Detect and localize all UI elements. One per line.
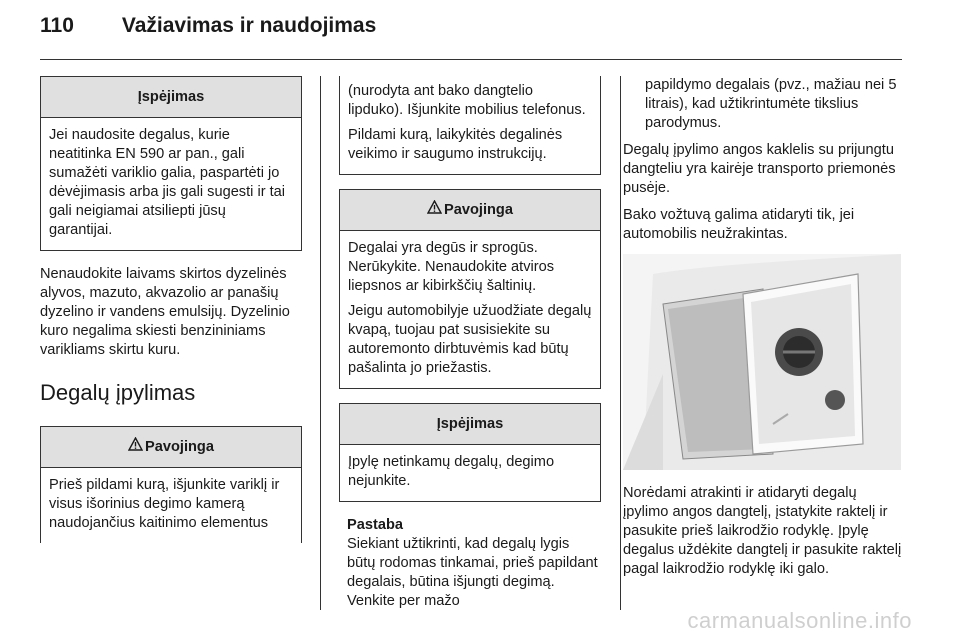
caution-box [40,76,302,251]
paragraph: Norėdami atrakinti ir atidaryti degalų įpylimo angos dangtelį, įstatykite raktelį ir pasukite prieš laikrodžio rodyklę. Įpylę degalus uždėkite dangtelį ir pasukite raktelį pagal laikrodžio rodyklę iki galo. [623,485,902,577]
danger-box-text: Jeigu automobilyje užuodžiate degalų kvapą, tuojau pat susisiekite su autoremonto dirbtuvėmis kad būtų pašalinta jo priežastis. [348,303,592,376]
caution-box-text: Įpylę netinkamų degalų, degimo nejunkite. [348,454,555,489]
danger-label: Pavojinga [444,202,513,218]
column-1 [40,76,302,557]
danger-continued-text: Pildami kurą, laikykitės degalinės veikimo ir saugumo instrukcijų. [348,127,563,162]
danger-box-title [340,190,600,231]
caution-box-text: Jei naudosite degalus, kurie neatitinka EN 590 ar pan., gali sumažėti variklio galia, paspartėti jo dėvėjimasis arba jis gali sugesti ir tai gali neigiamai atsiliepti jūsų garantijai. [49,127,286,238]
section-title: Važiavimas ir naudojimas [121,14,377,37]
header-rule [40,59,902,60]
paragraph: Nenaudokite laivams skirtos dyzelinės alyvos, mazuto, akvazolio ar panašių dyzelino ir vandens emulsijų. Dyzelinio kuro negalima skiesti benzininiams varikliams skirtu kuru. [40,266,290,358]
caution-box-title: Įspėjimas [340,404,600,445]
watermark: carmanualsonline.info [687,608,912,633]
note-text: Siekiant užtikrinti, kad degalų lygis būtų rodomas tinkamai, prieš papildant degalais, būtina išjungti degimą. Venkite per mažo [347,536,598,609]
column-divider [320,76,321,610]
fuel-filler-door-photo [623,254,901,470]
paragraph: Degalų įpylimo angos kaklelis su prijungtu dangteliu yra kairėje transporto priemonės pusėje. [623,142,896,196]
note-continued-text: papildymo degalais (pvz., mažiau nei 5 litrais), kad užtikrintumėte tikslius parodymus. [645,77,897,131]
warning-triangle-icon [427,190,442,230]
danger-box [40,426,302,543]
danger-box-title [41,427,301,468]
column-divider [620,76,621,610]
danger-box [339,189,601,389]
danger-box-continued [339,76,601,175]
danger-label: Pavojinga [145,439,214,455]
page-number: 110 [40,14,74,37]
danger-box-text: Degalai yra degūs ir sprogūs. Nerūkykite. Nenaudokite atviros liepsnos ar kibirkščių šaltinių. [348,240,555,294]
caution-box-title: Įspėjimas [41,77,301,118]
caution-box [339,403,601,502]
paragraph: Bako vožtuvą galima atidaryti tik, jei automobilis neužrakintas. [623,207,855,242]
column-3 [623,76,905,587]
danger-continued-text: (nurodyta ant bako dangtelio lipduko). Išjunkite mobilius telefonus. [348,83,586,118]
page-header [40,14,376,38]
column-2 [339,76,601,611]
note [339,516,601,611]
section-heading: Degalų įpylimas [40,380,196,405]
warning-triangle-icon [128,427,143,467]
danger-box-text: Prieš pildami kurą, išjunkite variklį ir visus išorinius degimo kamerą naudojančius kaitinimo elementus [49,477,280,531]
note-title: Pastaba [347,517,403,533]
